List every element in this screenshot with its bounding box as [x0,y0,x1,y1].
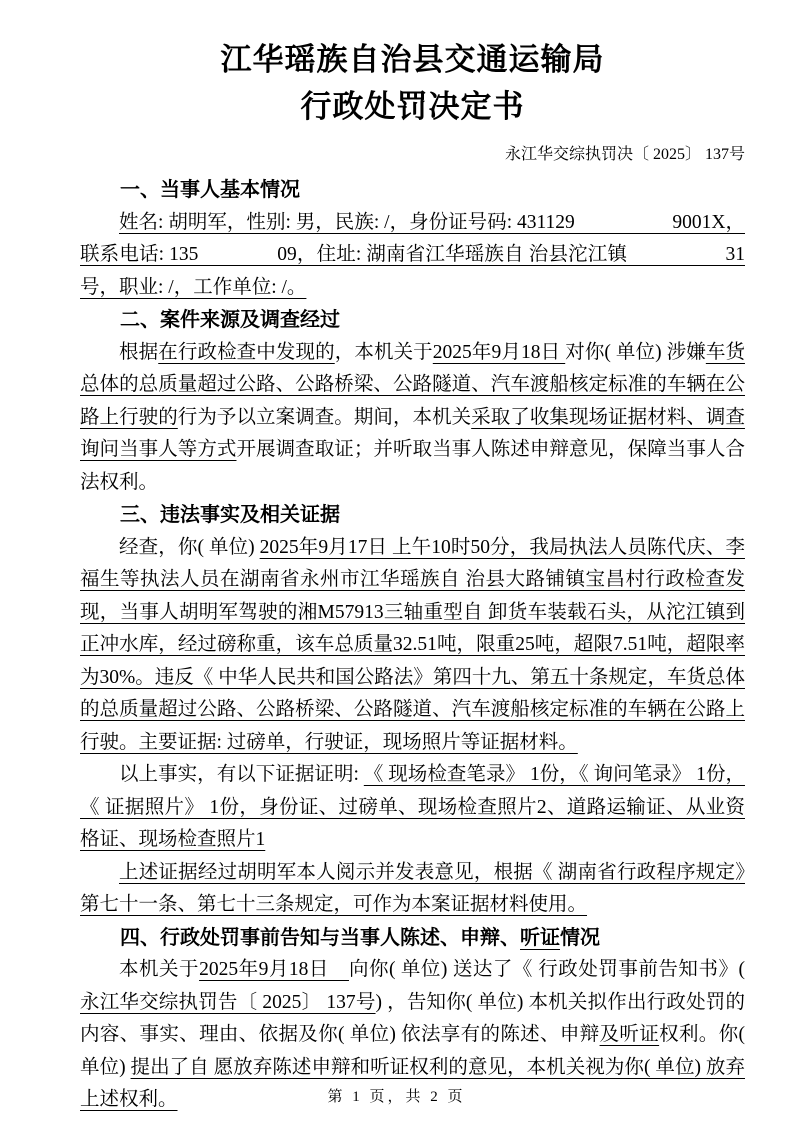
section-3-heading: 三、违法事实及相关证据 [120,504,340,526]
section-1-heading: 一、当事人基本情况 [120,179,300,201]
section-3-paragraph-facts: 经查，你( 单位) 2025年9月17日 上午10时50分，我局执法人员陈代庆、李福生等执法人员在湖南省永州市江华瑶族自 治县大路铺镇宝昌村行政检查发现，当事人胡明军驾驶的湘M57913三轴重型自 卸货车装载石头，从沱江镇到正冲水库，经过磅称重，该车总质量32.51吨，限重25吨，超限7.51吨，超限率为30%。违反《 中华人民共和国公路法》第四十九、第五十条规定，车货总体的总质量超过公路、公路桥梁、公路隧道、汽车渡船核定标准的车辆在公路上行驶。主要证据: 过磅单，行驶证，现场照片等证据材料。 [80,536,745,753]
document-title-line1: 江华瑶族自治县交通运输局 [220,42,605,77]
section-3-paragraph-evidence-validity: 上述证据经过胡明军本人阅示并发表意见，根据《 湖南省行政程序规定》第七十一条、第七十三条规定，可作为本案证据材料使用。 [80,861,745,915]
section-3-paragraph-evidence-list: 以上事实，有以下证据证明: 《 现场检查笔录》 1份，《 询问笔录》 1份，《 证据照片》 1份，身份证、过磅单、现场检查照片2、道路运输证、从业资格证、现场检查照片1 [80,764,745,850]
section-4-paragraph-notification: 本机关于2025年9月18日 向你( 单位) 送达了《 行政处罚事前告知书》( 永江华交综执罚告〔 2025〕 137号) ，告知你( 单位) 本机关拟作出行政处罚的内容、事实、理由、依据及你( 单位) 依法享有的陈述、申辩及听证权利。你( 单位) 提出了自 愿放弃陈述申辩和听证权利的意见，本机关视为你( 单位) 放弃上述权利。 [80,959,745,1110]
document-title-line2: 行政处罚决定书 [300,89,525,124]
document-number: 永江华交综执罚决〔 2025〕 137号 [504,146,745,163]
section-2-paragraph-case-origin: 根据在行政检查中发现的，本机关于2025年9月18日 对你( 单位) 涉嫌车货总体的总质量超过公路、公路桥梁、公路隧道、汽车渡船核定标准的车辆在公路上行驶的行为予以立案调查。期间，本机关采取了收集现场证据材料、调查询问当事人等方式开展调查取证；并听取当事人陈述申辩意见，保障当事人合法权利。 [80,341,745,493]
section-4-heading: 四、行政处罚事前告知与当事人陈述、申辩、听证情况 [120,926,600,949]
section-2-heading: 二、案件来源及调查经过 [120,309,340,331]
section-1-paragraph-party-info: 姓名: 胡明军，性别: 男，民族: /，身份证号码: 431129 9001X，联系电话: 135 09，住址: 湖南省江华瑶族自 治县沱江镇 31号，职业: /，工作单位: /。 [80,211,745,298]
page-footer: 第 1 页，共 2 页 [327,1089,466,1105]
